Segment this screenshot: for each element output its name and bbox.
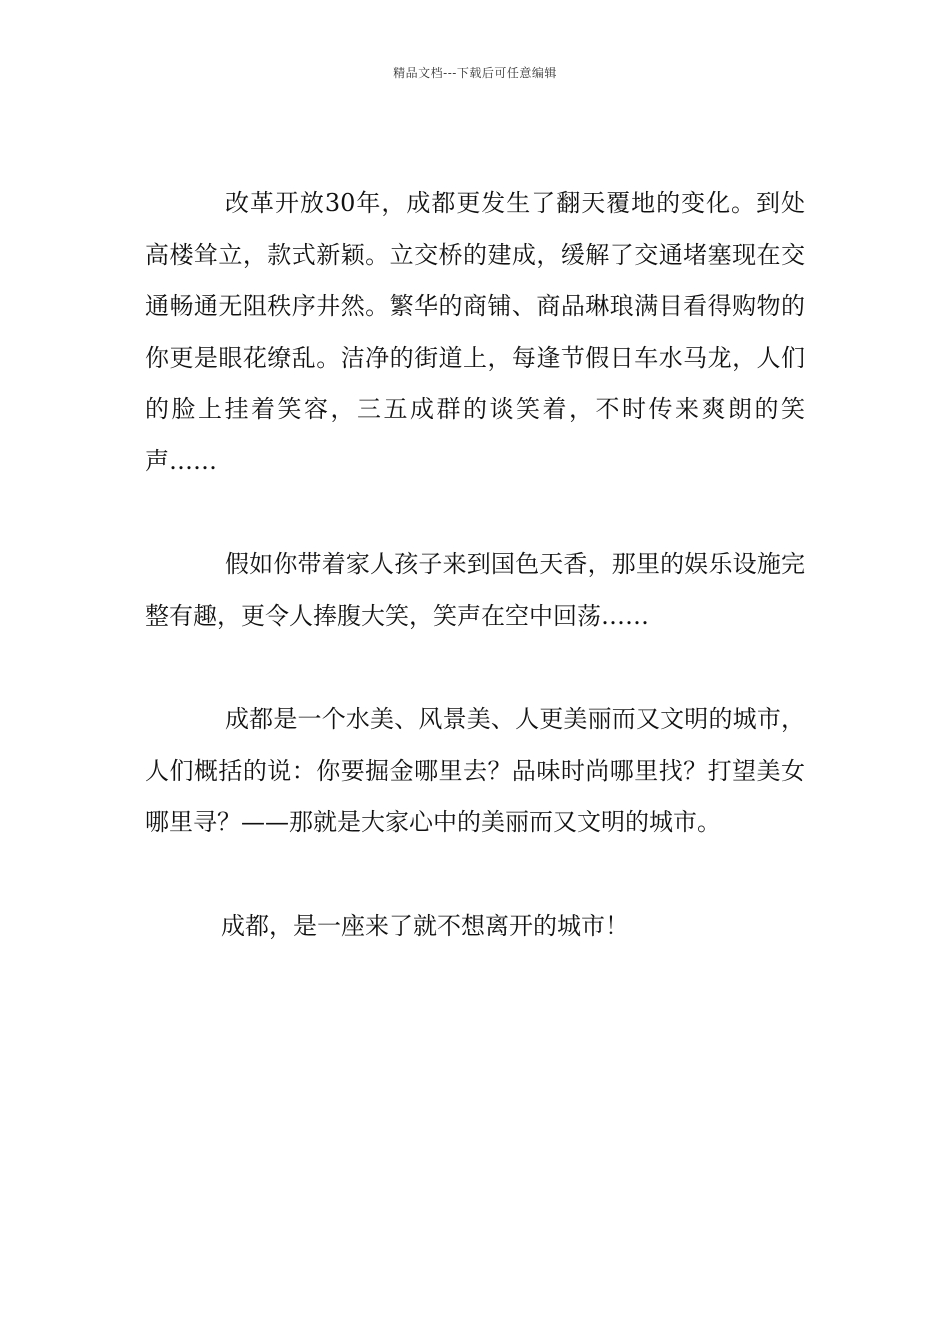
paragraph-guose-tianxiang: 假如你带着家人孩子来到国色天香，那里的娱乐设施完整有趣，更令人捧腹大笑，笑声在空中回荡…… [145,550,805,630]
paragraph-closing: 成都，是一座来了就不想离开的城市！ [221,911,629,940]
paragraph-civilized-city: 成都是一个水美、风景美、人更美丽而又文明的城市，人们概括的说：你要掘金哪里去？品味时尚哪里找？打望美女哪里寻？——那就是大家心中的美丽而又文明的城市。 [145,705,805,836]
document-body [145,178,805,952]
paragraph-chengdu-changes: 改革开放30年，成都更发生了翻天覆地的变化。到处高楼耸立，款式新颖。立交桥的建成，缓解了交通堵塞现在交通畅通无阻秩序井然。繁华的商铺、商品琳琅满目看得购物的你更是眼花缭乱。洁净的街道上，每逢节假日车水马龙，人们的脸上挂着笑容，三五成群的谈笑着，不时传来爽朗的笑声…… [145,189,805,475]
page-header: 精品文档---下载后可任意编辑 [393,66,557,80]
